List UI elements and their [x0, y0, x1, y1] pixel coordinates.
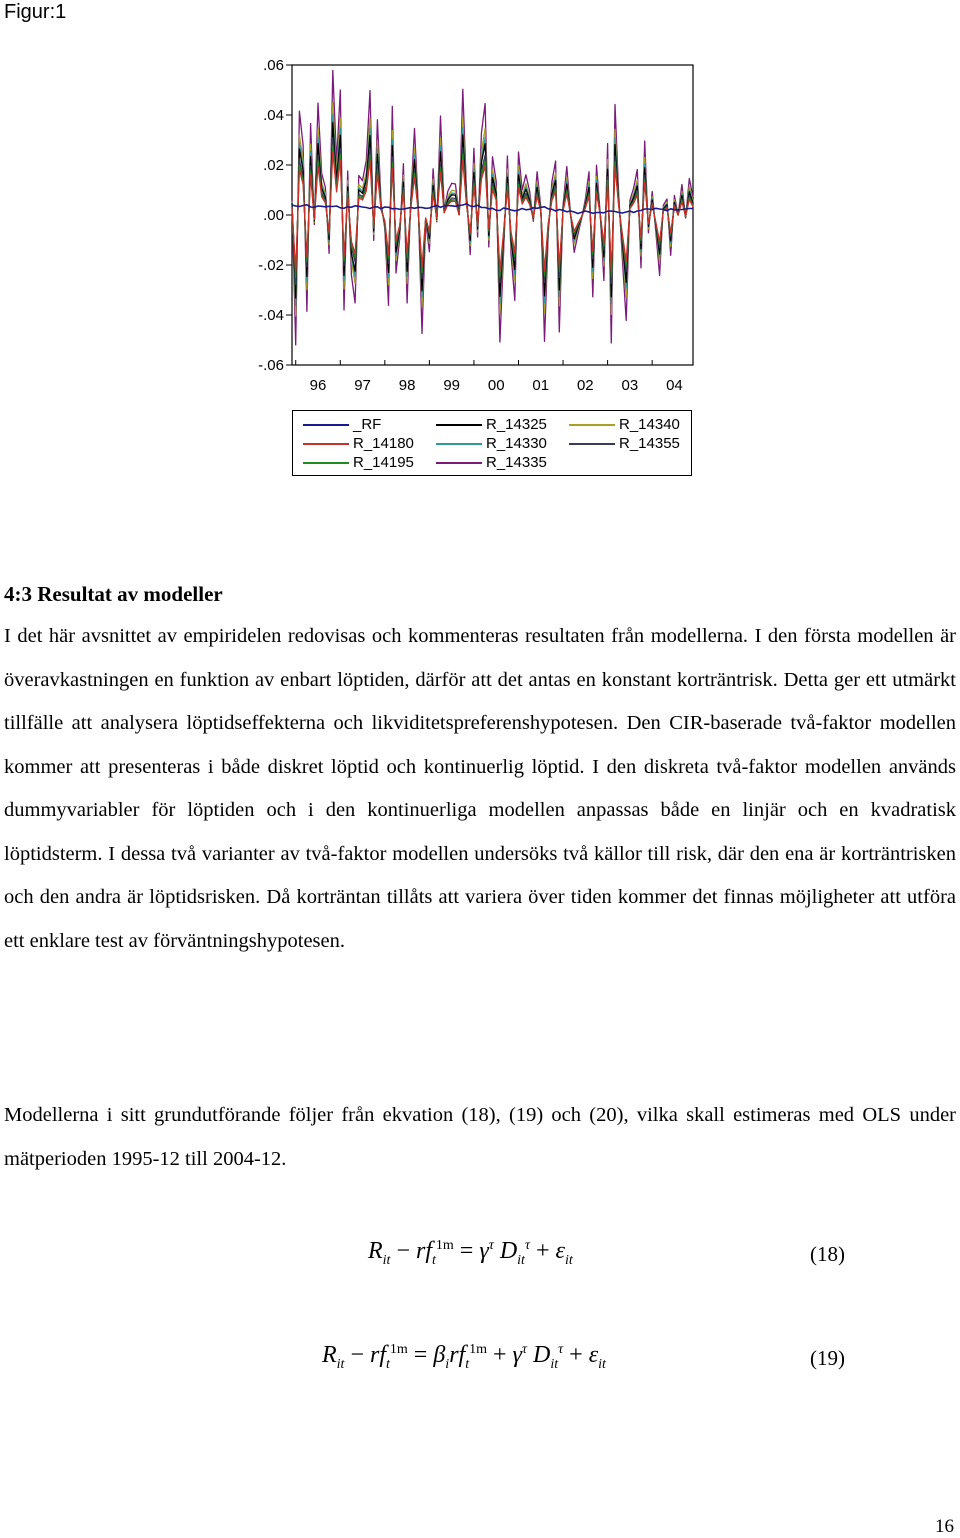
legend-label: R_14180 [353, 435, 414, 452]
eq-term: D [499, 1238, 518, 1264]
eq-term: γ [479, 1238, 489, 1264]
eq-operator: + [569, 1342, 583, 1368]
body-paragraph: I det här avsnittet av empiridelen redovisas och kommenteras resultaten från modellerna. I den första modellen är överavkastningen en funktion av enbart löptiden, därför att det antas en konstant korträntrisk. Detta ger ett utmärkt tillfälle att analysera löptidseffekterna och likviditetspreferenshypotesen. Den CIR-baserade två-faktor modellen kommer att presenteras i både diskret löptid och kontinuerlig löptid. I den diskreta två-faktor modellen används dummyvariabler för löptiden och i den kontinuerliga modellen anpassas både en linjär och en kvadratisk löptidsterm. I dessa två varianter av två-faktor modellen undersöks två källor till risk, där den ena är korträntrisken och den andra är löptidsrisken. Då korträntan tillåts att variera över tiden kommer det finnas möjligheter att utföra ett enklare test av förväntningshypotesen. [4, 625, 956, 952]
chart-legend [292, 410, 692, 476]
legend-label: R_14340 [619, 416, 680, 433]
eq-term: γ [512, 1342, 522, 1368]
equation-19 [322, 1342, 606, 1373]
y-tick-label: .04 [263, 107, 284, 124]
eq-term: ε [588, 1342, 599, 1368]
eq-term: R [322, 1342, 337, 1368]
legend-label: R_14355 [619, 435, 680, 452]
eq-superscript: 1m [389, 1342, 408, 1357]
eq-term: rf [370, 1342, 387, 1368]
legend-label: R_14325 [486, 416, 547, 433]
x-tick-label: 96 [309, 377, 327, 394]
series-lines [292, 71, 693, 346]
y-tick-label: .00 [263, 207, 284, 224]
eq-subscript: t [386, 1356, 390, 1372]
legend-label: R_14330 [486, 435, 547, 452]
eq-term: rf [449, 1342, 466, 1368]
legend-swatch [303, 443, 349, 445]
y-tick-label: .02 [263, 157, 284, 174]
eq-superscript: τ [558, 1342, 564, 1357]
eq-term: ε [555, 1238, 565, 1264]
eq-operator: = [459, 1238, 474, 1264]
eq-subscript: it [336, 1356, 345, 1372]
eq-subscript: it [564, 1252, 573, 1268]
legend-swatch [436, 443, 482, 445]
legend-label: R_14335 [486, 454, 547, 471]
eq-subscript: it [550, 1356, 559, 1372]
section-title: 4:3 Resultat av modeller [4, 582, 223, 606]
legend-swatch [569, 424, 615, 426]
equation-number: (19) [810, 1346, 845, 1370]
x-tick-label: 01 [532, 377, 550, 394]
page-number: 16 [935, 1516, 954, 1537]
eq-subscript: it [598, 1356, 606, 1372]
x-tick-label: 04 [666, 377, 683, 394]
legend-label: R_14195 [353, 454, 414, 471]
legend-swatch [436, 424, 482, 426]
eq-subscript: i [445, 1356, 450, 1372]
eq-operator: − [396, 1238, 410, 1264]
eq-term: β [433, 1342, 446, 1368]
eq-subscript: t [465, 1356, 470, 1372]
y-tick-label: -.04 [258, 307, 284, 324]
eq-operator: + [535, 1238, 550, 1264]
eq-superscript: τ [522, 1342, 528, 1357]
equation-18 [368, 1238, 573, 1269]
legend-label: _RF [353, 416, 382, 433]
eq-term: R [368, 1238, 383, 1264]
eq-subscript: it [517, 1252, 525, 1268]
eq-superscript: τ [488, 1238, 494, 1253]
line-chart [0, 0, 960, 400]
eq-term: D [533, 1342, 551, 1368]
eq-operator: = [413, 1342, 428, 1368]
y-tick-label: -.06 [258, 357, 284, 374]
x-tick-label: 97 [354, 377, 371, 394]
eq-subscript: t [432, 1252, 436, 1268]
legend-swatch [436, 462, 482, 464]
eq-superscript: τ [524, 1238, 530, 1253]
y-tick-label: -.02 [258, 257, 284, 274]
eq-term: rf [416, 1238, 433, 1264]
eq-subscript: it [382, 1252, 391, 1268]
legend-swatch [303, 462, 349, 464]
y-tick-label: .06 [263, 57, 284, 74]
eq-superscript: 1m [469, 1342, 487, 1357]
x-tick-label: 00 [487, 377, 505, 394]
eq-superscript: 1m [435, 1238, 454, 1253]
legend-swatch [569, 443, 615, 445]
eq-operator: + [492, 1342, 507, 1368]
x-tick-label: 03 [621, 377, 639, 394]
plot-frame [292, 65, 693, 365]
series-line-r14325 [292, 123, 693, 298]
equation-number: (18) [810, 1242, 845, 1266]
figure-label: Figur:1 [4, 1, 67, 23]
y-axis [258, 57, 292, 374]
legend-swatch [303, 424, 349, 426]
body-paragraph: Modellerna i sitt grundutförande följer från ekvation (18), (19) och (20), vilka skall estimeras med OLS under mätperioden 1995-12 till 2004-12. [4, 1104, 956, 1170]
x-tick-label: 99 [443, 377, 461, 394]
x-tick-label: 02 [576, 377, 594, 394]
x-tick-label: 98 [398, 377, 416, 394]
eq-operator: − [350, 1342, 364, 1368]
